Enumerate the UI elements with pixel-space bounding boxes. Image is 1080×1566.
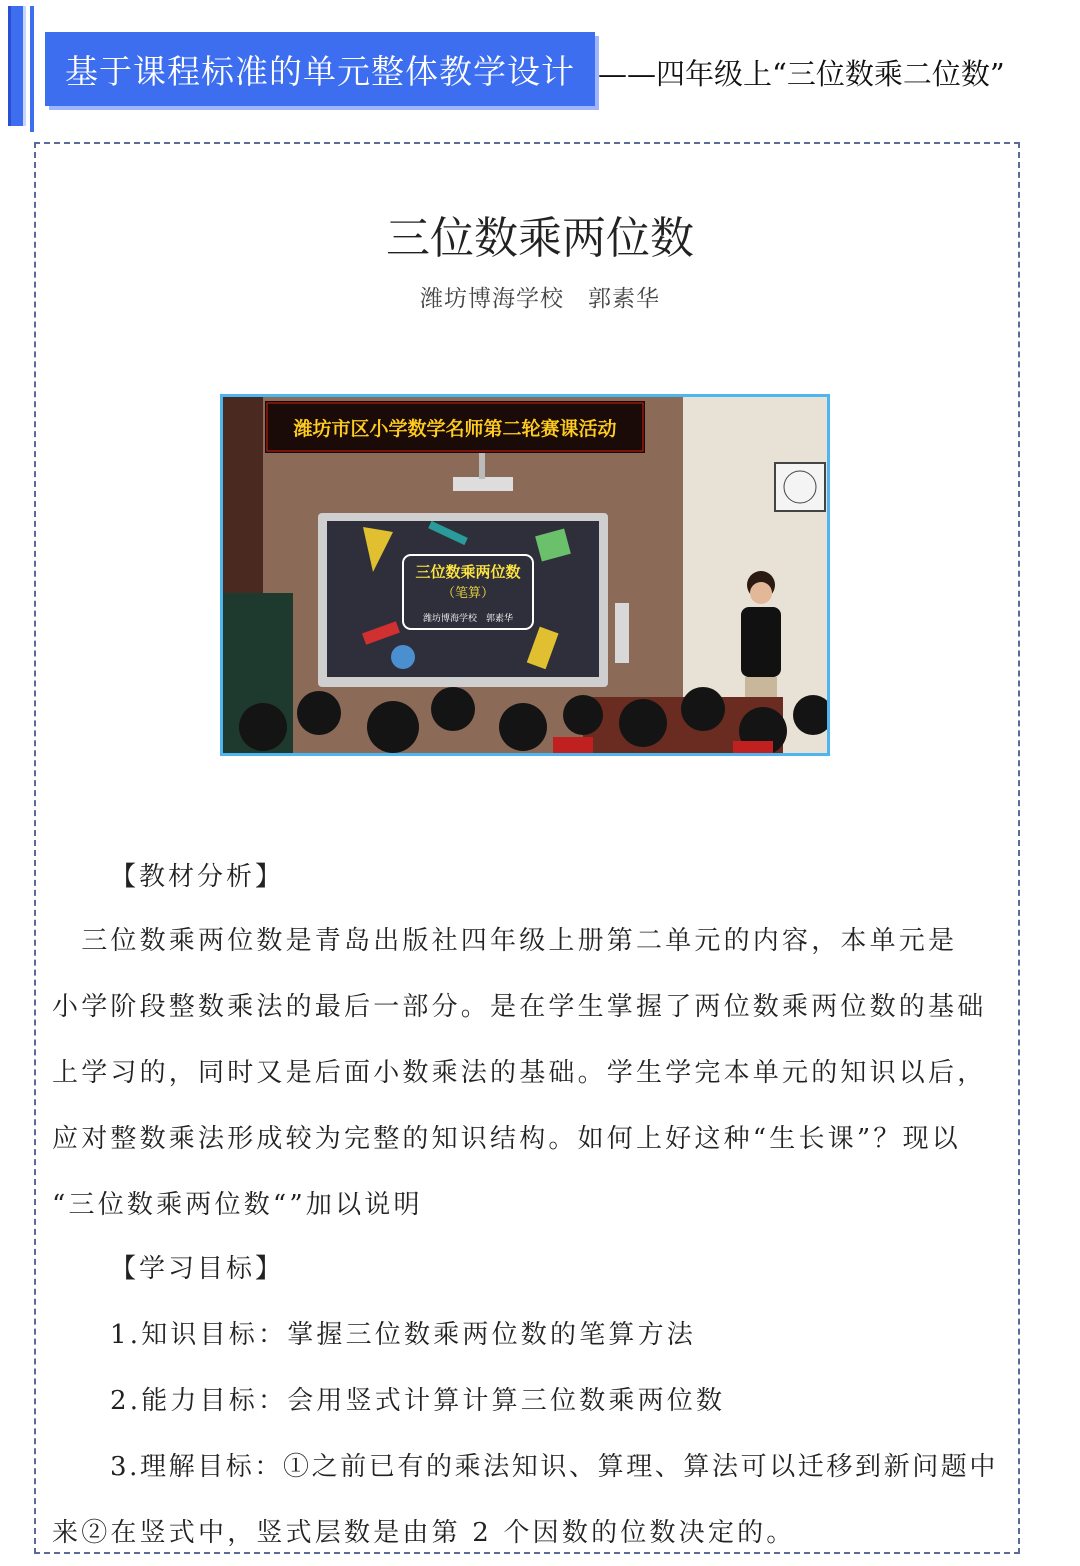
goal-item-3-continued: 来②在竖式中，竖式层数是由第 2 个因数的位数决定的。 xyxy=(52,1518,796,1548)
header-accent-bar xyxy=(8,6,26,126)
goal-item-3: 3.理解目标：①之前已有的乘法知识、算理、算法可以迁移到新问题中 xyxy=(110,1452,999,1482)
analysis-line-2: 小学阶段整数乘法的最后一部分。是在学生掌握了两位数乘两位数的基础 xyxy=(52,992,987,1022)
analysis-heading: 【教材分析】 xyxy=(110,862,285,892)
led-sign-text: 潍坊市区小学数学名师第二轮赛课活动 xyxy=(293,418,617,440)
header-accent-line xyxy=(30,6,34,132)
article-author: 潍坊博海学校 郭素华 xyxy=(420,286,660,312)
header-banner xyxy=(45,32,595,106)
classroom-photo xyxy=(220,394,830,756)
goals-heading: 【学习目标】 xyxy=(110,1254,285,1284)
slide-footer: 潍坊博海学校 郭素华 xyxy=(422,614,514,624)
goal-item-2: 2.能力目标：会用竖式计算计算三位数乘两位数 xyxy=(110,1386,726,1416)
slide-title: 三位数乘两位数 xyxy=(415,563,521,581)
banner-subtitle: ——四年级上“三位数乘二位数” xyxy=(598,57,1005,91)
analysis-line-5: “三位数乘两位数“”加以说明 xyxy=(52,1190,423,1220)
analysis-line-3: 上学习的，同时又是后面小数乘法的基础。学生学完本单元的知识以后， xyxy=(52,1058,987,1088)
analysis-line-4: 应对整数乘法形成较为完整的知识结构。如何上好这种“生长课”？现以 xyxy=(52,1124,961,1154)
banner-title: 基于课程标准的单元整体教学设计 xyxy=(65,51,575,91)
goal-item-1: 1.知识目标：掌握三位数乘两位数的笔算方法 xyxy=(110,1320,697,1350)
article-title: 三位数乘两位数 xyxy=(386,213,694,264)
analysis-line-1: 三位数乘两位数是青岛出版社四年级上册第二单元的内容，本单元是 xyxy=(52,926,958,956)
slide-subtitle: （笔算） xyxy=(441,586,495,601)
